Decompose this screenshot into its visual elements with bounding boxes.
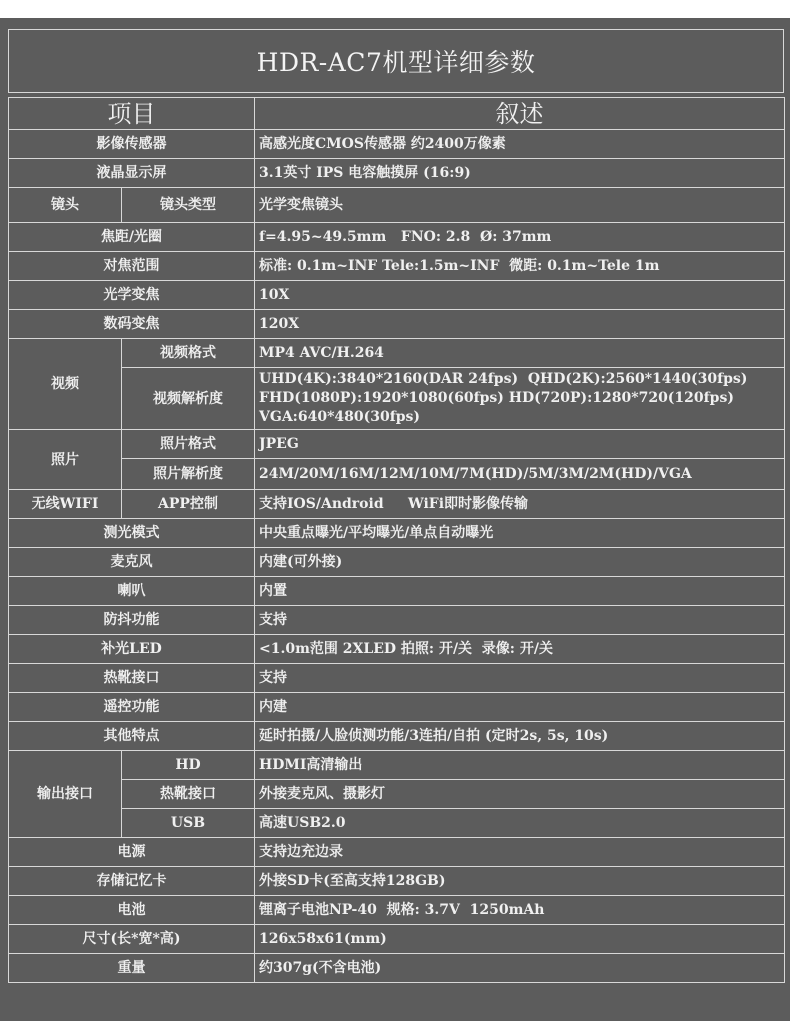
row-value: 24M/20M/16M/12M/10M/7M(HD)/5M/3M/2M(HD)/VGA <box>255 459 785 490</box>
row-value: 支持 <box>255 664 785 693</box>
row-value: 120X <box>255 310 785 339</box>
row-value: 支持边充边录 <box>255 838 785 867</box>
row-value: 约307g(不含电池) <box>255 954 785 983</box>
row-label: 视频解析度 <box>122 368 255 430</box>
table-row <box>9 954 785 983</box>
row-value: 外接SD卡(至高支持128GB) <box>255 867 785 896</box>
table-row <box>9 925 785 954</box>
row-group-label: 视频 <box>9 339 122 430</box>
row-label: 影像传感器 <box>9 130 255 159</box>
table-row <box>9 519 785 548</box>
row-value: 中央重点曝光/平均曝光/单点自动曝光 <box>255 519 785 548</box>
row-label: APP控制 <box>122 490 255 519</box>
value-line: FHD(1080P):1920*1080(60fps) HD(720P):1280*720(120fps) <box>259 390 734 406</box>
row-label: HD <box>122 751 255 780</box>
row-label: 喇叭 <box>9 577 255 606</box>
row-value: 高感光度CMOS传感器 约2400万像素 <box>255 130 785 159</box>
table-row <box>9 459 785 490</box>
table-row <box>9 606 785 635</box>
row-label: 光学变焦 <box>9 281 255 310</box>
row-label: 液晶显示屏 <box>9 159 255 188</box>
row-label: 照片格式 <box>122 430 255 459</box>
table-row <box>9 490 785 519</box>
table-row <box>9 693 785 722</box>
row-label: 电池 <box>9 896 255 925</box>
value-line: VGA:640*480(30fps) <box>259 409 421 425</box>
row-value: 内建 <box>255 693 785 722</box>
row-label: 防抖功能 <box>9 606 255 635</box>
table-row <box>9 548 785 577</box>
value-line: UHD(4K):3840*2160(DAR 24fps) QHD(2K):2560*1440(30fps) <box>259 371 748 387</box>
row-label: 照片解析度 <box>122 459 255 490</box>
row-group-label: 照片 <box>9 430 122 490</box>
row-label: 热靴接口 <box>122 780 255 809</box>
row-label: 镜头类型 <box>122 188 255 223</box>
table-row <box>9 809 785 838</box>
row-value: HDMI高清输出 <box>255 751 785 780</box>
row-value: 内建(可外接) <box>255 548 785 577</box>
table-row <box>9 188 785 223</box>
table-row <box>9 664 785 693</box>
row-value: 外接麦克风、摄影灯 <box>255 780 785 809</box>
row-value: <1.0m范围 2XLED 拍照: 开/关 录像: 开/关 <box>255 635 785 664</box>
row-value: 锂离子电池NP-40 规格: 3.7V 1250mAh <box>255 896 785 925</box>
row-value: 支持IOS/Android WiFi即时影像传输 <box>255 490 785 519</box>
table-row <box>9 368 785 430</box>
table-row <box>9 430 785 459</box>
row-group-label: 输出接口 <box>9 751 122 838</box>
row-label: 重量 <box>9 954 255 983</box>
row-value: 126x58x61(mm) <box>255 925 785 954</box>
row-label: 热靴接口 <box>9 664 255 693</box>
row-label: 焦距/光圈 <box>9 223 255 252</box>
table-row <box>9 577 785 606</box>
row-value: 支持 <box>255 606 785 635</box>
row-group-label: 镜头 <box>9 188 122 223</box>
row-value: 标准: 0.1m~INF Tele:1.5m~INF 微距: 0.1m~Tele 1m <box>255 252 785 281</box>
table-row <box>9 281 785 310</box>
table-row <box>9 339 785 368</box>
table-row <box>9 751 785 780</box>
table-row <box>9 896 785 925</box>
row-value: JPEG <box>255 430 785 459</box>
spec-table <box>8 97 785 983</box>
row-label: 电源 <box>9 838 255 867</box>
table-row <box>9 867 785 896</box>
row-value: 延时拍摄/人脸侦测功能/3连拍/自拍 (定时2s, 5s, 10s) <box>255 722 785 751</box>
table-row <box>9 780 785 809</box>
row-label: 麦克风 <box>9 548 255 577</box>
table-row <box>9 252 785 281</box>
row-value: 3.1英寸 IPS 电容触摸屏 (16:9) <box>255 159 785 188</box>
row-value: f=4.95~49.5mm FNO: 2.8 Ø: 37mm <box>255 223 785 252</box>
table-row <box>9 310 785 339</box>
row-label: 尺寸(长*宽*高) <box>9 925 255 954</box>
row-label: 其他特点 <box>9 722 255 751</box>
header-description: 叙述 <box>255 98 785 130</box>
table-row <box>9 223 785 252</box>
row-value: MP4 AVC/H.264 <box>255 339 785 368</box>
row-label: USB <box>122 809 255 838</box>
table-row <box>9 159 785 188</box>
table-row <box>9 838 785 867</box>
table-row <box>9 722 785 751</box>
row-label: 测光模式 <box>9 519 255 548</box>
table-row <box>9 130 785 159</box>
header-item: 项目 <box>9 98 255 130</box>
page-title: HDR-AC7机型详细参数 <box>8 29 784 93</box>
row-label: 对焦范围 <box>9 252 255 281</box>
row-label: 数码变焦 <box>9 310 255 339</box>
row-label: 存储记忆卡 <box>9 867 255 896</box>
row-label: 视频格式 <box>122 339 255 368</box>
table-row <box>9 635 785 664</box>
row-value <box>255 368 785 430</box>
row-group-label: 无线WIFI <box>9 490 122 519</box>
row-value: 高速USB2.0 <box>255 809 785 838</box>
table-header <box>9 98 785 130</box>
row-value: 内置 <box>255 577 785 606</box>
row-label: 遥控功能 <box>9 693 255 722</box>
row-value: 光学变焦镜头 <box>255 188 785 223</box>
row-value: 10X <box>255 281 785 310</box>
row-label: 补光LED <box>9 635 255 664</box>
